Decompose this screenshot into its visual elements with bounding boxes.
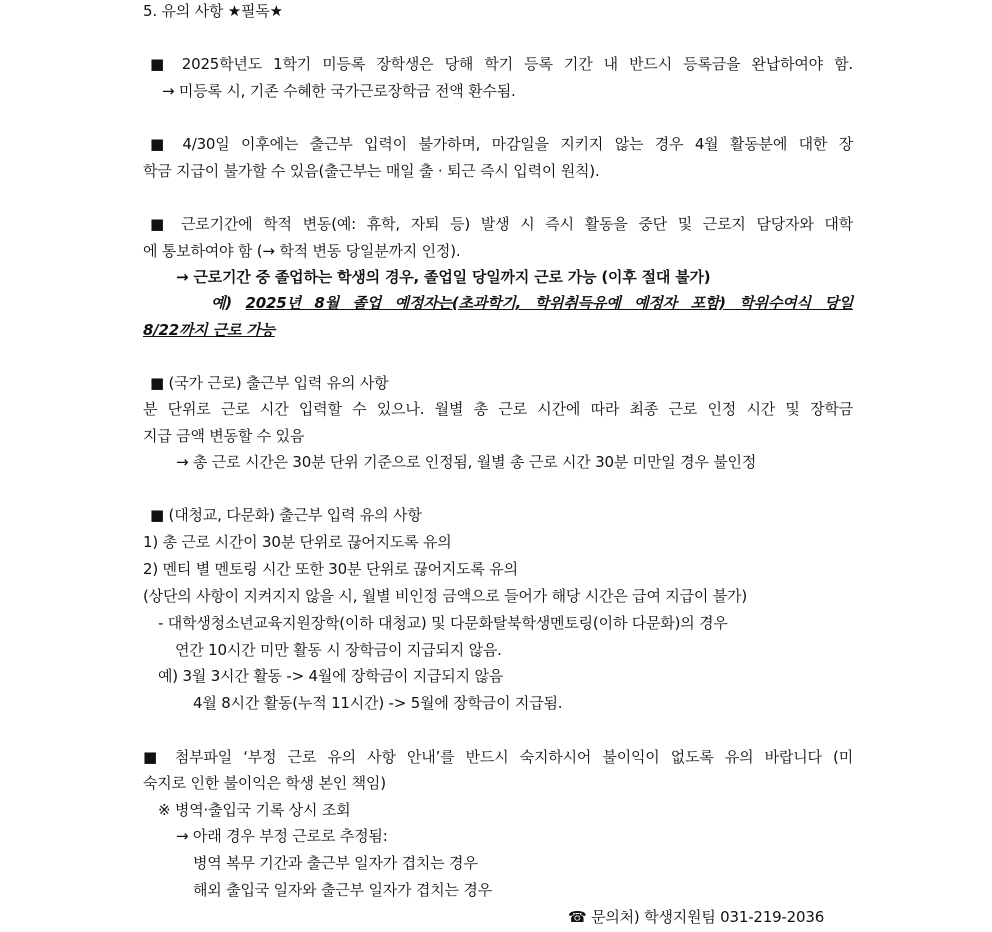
para-status-example-line2: 8/22까지 근로 가능: [143, 321, 275, 339]
attachment-case-2: 해외 출입국 일자와 출근부 일자가 겹치는 경우: [193, 881, 492, 899]
para-deadline-line1: ■ 4/30일 이후에는 출근부 입력이 불가하며, 마감일을 지키지 않는 경우 4월 활동분에 대한 장: [150, 135, 853, 153]
section-title: 5. 유의 사항 ★필독★: [143, 2, 283, 20]
mentoring-example-line2: 4월 8시간 활동(누적 11시간) -> 5월에 장학금이 지급됨.: [193, 694, 563, 712]
mentoring-heading: ■ (대청교, 다문화) 출근부 입력 유의 사항: [150, 506, 422, 524]
attachment-arrow: → 아래 경우 부정 근로로 추정됨:: [176, 827, 388, 845]
para-registration-line1: ■ 2025학년도 1학기 미등록 장학생은 당해 학기 등록 기간 내 반드시 등록금을 완납하여야 함.: [150, 55, 853, 73]
para-registration-line2: → 미등록 시, 기존 수혜한 국가근로장학금 전액 환수됨.: [162, 82, 516, 100]
mentoring-item-2: 2) 멘티 별 멘토링 시간 또한 30분 단위로 끊어지도록 유의: [143, 560, 518, 578]
para-status-line1: ■ 근로기간에 학적 변동(예: 휴학, 자퇴 등) 발생 시 즉시 활동을 중단 및 근로지 담당자와 대학: [150, 215, 853, 233]
contact-line: ☎ 문의처) 학생지원팀 031-219-2036: [568, 908, 825, 926]
attachment-line2: 숙지로 인한 불이익은 학생 본인 책임): [143, 774, 386, 792]
mentoring-dash-line1: - 대학생청소년교육지원장학(이하 대청교) 및 다문화탈북학생멘토링(이하 다문화)의 경우: [158, 614, 728, 632]
national-heading: ■ (국가 근로) 출근부 입력 유의 사항: [150, 374, 389, 392]
mentoring-item-1: 1) 총 근로 시간이 30분 단위로 끊어지도록 유의: [143, 533, 452, 551]
mentoring-note: (상단의 사항이 지켜지지 않을 시, 월별 비인정 금액으로 들어가 해당 시간은 급여 지급이 불가): [143, 587, 747, 605]
para-status-graduation: → 근로기간 중 졸업하는 학생의 경우, 졸업일 당일까지 근로 가능 (이후 절대 불가): [176, 268, 711, 286]
para-status-line2: 에 통보하여야 함 (→ 학적 변동 당일분까지 인정).: [143, 242, 461, 260]
phone-icon: ☎: [568, 908, 587, 926]
para-status-example-line1: 예) 2025년 8월 졸업 예정자는(초과학기, 학위취득유예 예정자 포함) 학위수여식 당일: [211, 294, 854, 312]
national-body-line1: 분 단위로 근로 시간 입력할 수 있으나. 월별 총 근로 시간에 따라 최종 근로 인정 시간 및 장학금: [143, 400, 853, 418]
mentoring-example-line1: 예) 3월 3시간 활동 -> 4월에 장학금이 지급되지 않음: [158, 667, 504, 685]
para-deadline-line2: 학금 지급이 불가할 수 있음(출근부는 매일 출 · 퇴근 즉시 입력이 원칙).: [143, 162, 600, 180]
national-arrow-note: → 총 근로 시간은 30분 단위 기준으로 인정됨, 월별 총 근로 시간 30분 미만일 경우 불인정: [176, 453, 757, 471]
attachment-note: ※ 병역·출입국 기록 상시 조회: [158, 801, 351, 819]
national-body-line2: 지급 금액 변동할 수 있음: [143, 427, 305, 445]
attachment-case-1: 병역 복무 기간과 출근부 일자가 겹치는 경우: [193, 854, 478, 872]
attachment-line1: ■ 첨부파일 ‘부정 근로 유의 사항 안내’를 반드시 숙지하시어 불이익이 없도록 유의 바랍니다 (미: [143, 748, 853, 766]
mentoring-dash-line2: 연간 10시간 미만 활동 시 장학금이 지급되지 않음.: [175, 641, 502, 659]
